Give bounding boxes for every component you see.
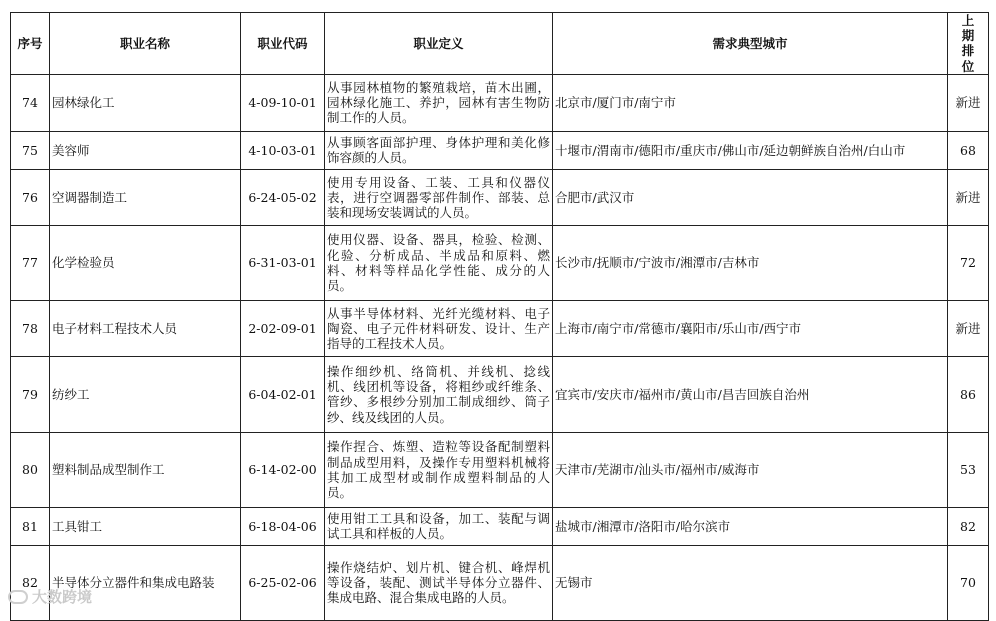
- cell-name: 纺纱工: [50, 356, 241, 432]
- cell-definition: 使用专用设备、工装、工具和仪器仪表，进行空调器零部件制作、部装、总装和现场安装调试的人员。: [325, 169, 553, 225]
- cell-no: 78: [11, 300, 50, 356]
- cell-name: 半导体分立器件和集成电路装: [50, 545, 241, 620]
- cell-no: 76: [11, 169, 50, 225]
- cell-cities: 天津市/芜湖市/汕头市/福州市/威海市: [553, 432, 948, 507]
- cell-rank: 53: [948, 432, 989, 507]
- cell-no: 75: [11, 131, 50, 169]
- cell-rank: 82: [948, 507, 989, 545]
- cell-code: 4-09-10-01: [241, 74, 325, 131]
- table-row: [11, 356, 989, 432]
- cell-cities: 十堰市/渭南市/德阳市/重庆市/佛山市/延边朝鲜族自治州/白山市: [553, 131, 948, 169]
- header-no: 序号: [11, 13, 50, 75]
- cell-cities: 盐城市/湘潭市/洛阳市/哈尔滨市: [553, 507, 948, 545]
- table-row: [11, 131, 989, 169]
- watermark-text: 大数跨境: [32, 588, 93, 606]
- cell-code: 6-04-02-01: [241, 356, 325, 432]
- cell-no: 74: [11, 74, 50, 131]
- cell-rank: 86: [948, 356, 989, 432]
- cell-no: 82: [11, 545, 50, 620]
- header-name: 职业名称: [50, 13, 241, 75]
- cell-cities: 上海市/南宁市/常德市/襄阳市/乐山市/西宁市: [553, 300, 948, 356]
- cell-code: 6-18-04-06: [241, 507, 325, 545]
- table-row: [11, 225, 989, 300]
- cell-name: 园林绿化工: [50, 74, 241, 131]
- table-row: [11, 74, 989, 131]
- header-cities: 需求典型城市: [553, 13, 948, 75]
- cell-code: 2-02-09-01: [241, 300, 325, 356]
- cell-code: 4-10-03-01: [241, 131, 325, 169]
- cell-rank: 新进: [948, 74, 989, 131]
- watermark: [8, 586, 92, 607]
- header-definition: 职业定义: [325, 13, 553, 75]
- cell-name: 电子材料工程技术人员: [50, 300, 241, 356]
- cell-no: 81: [11, 507, 50, 545]
- cell-code: 6-31-03-01: [241, 225, 325, 300]
- cell-name: 工具钳工: [50, 507, 241, 545]
- cell-cities: 北京市/厦门市/南宁市: [553, 74, 948, 131]
- cell-definition: 操作细纱机、络筒机、并线机、捻线机、线团机等设备，将粗纱或纤维条、管纱、多根纱分别加工制成细纱、筒子纱、线及线团的人员。: [325, 356, 553, 432]
- cell-rank: 新进: [948, 169, 989, 225]
- cell-name: 化学检验员: [50, 225, 241, 300]
- table-row: [11, 545, 989, 620]
- header-code: 职业代码: [241, 13, 325, 75]
- cell-cities: 长沙市/抚顺市/宁波市/湘潭市/吉林市: [553, 225, 948, 300]
- cell-definition: 使用仪器、设备、器具，检验、检测、化验、分析成品、半成品和原料、燃料、材料等样品化学性能、成分的人员。: [325, 225, 553, 300]
- cell-definition: 从事园林植物的繁殖栽培，苗木出圃，园林绿化施工、养护，园林有害生物防制工作的人员。: [325, 74, 553, 131]
- cell-definition: 使用钳工工具和设备，加工、装配与调试工具和样板的人员。: [325, 507, 553, 545]
- table-header-row: [11, 13, 989, 75]
- header-rank: 上期排位: [948, 13, 989, 75]
- table-row: [11, 169, 989, 225]
- table-row: [11, 300, 989, 356]
- cell-code: 6-25-02-06: [241, 545, 325, 620]
- watermark-logo-icon: [8, 590, 28, 604]
- cell-code: 6-14-02-00: [241, 432, 325, 507]
- cell-name: 空调器制造工: [50, 169, 241, 225]
- cell-no: 79: [11, 356, 50, 432]
- table-row: [11, 432, 989, 507]
- cell-definition: 操作捏合、炼塑、造粒等设备配制塑料制品成型用料，及操作专用塑料机械将其加工成型材或制作成塑料制品的人员。: [325, 432, 553, 507]
- cell-no: 80: [11, 432, 50, 507]
- cell-name: 塑料制品成型制作工: [50, 432, 241, 507]
- cell-definition: 从事顾客面部护理、身体护理和美化修饰容颜的人员。: [325, 131, 553, 169]
- cell-cities: 合肥市/武汉市: [553, 169, 948, 225]
- cell-definition: 操作烧结炉、划片机、键合机、峰焊机等设备，装配、测试半导体分立器件、集成电路、混合集成电路的人员。: [325, 545, 553, 620]
- cell-rank: 72: [948, 225, 989, 300]
- cell-rank: 70: [948, 545, 989, 620]
- cell-cities: 无锡市: [553, 545, 948, 620]
- cell-no: 77: [11, 225, 50, 300]
- cell-definition: 从事半导体材料、光纤光缆材料、电子陶瓷、电子元件材料研发、设计、生产指导的工程技术人员。: [325, 300, 553, 356]
- cell-code: 6-24-05-02: [241, 169, 325, 225]
- cell-cities: 宜宾市/安庆市/福州市/黄山市/昌吉回族自治州: [553, 356, 948, 432]
- cell-rank: 新进: [948, 300, 989, 356]
- cell-rank: 68: [948, 131, 989, 169]
- table-row: [11, 507, 989, 545]
- occupation-table: [10, 12, 989, 621]
- cell-name: 美容师: [50, 131, 241, 169]
